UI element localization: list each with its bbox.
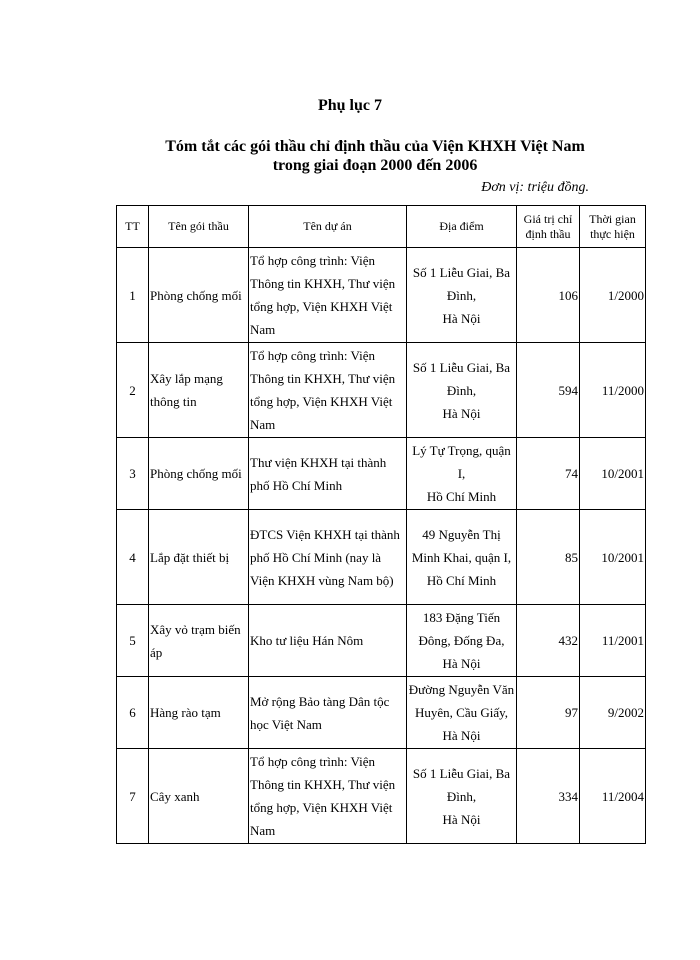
cell-value: 432 <box>517 605 580 677</box>
cell-time: 1/2000 <box>580 248 646 343</box>
header-value: Giá trị chỉ định thầu <box>517 206 580 248</box>
cell-location: Đường Nguyễn Văn Huyên, Cầu Giấy, Hà Nội <box>407 677 517 749</box>
cell-location: 183 Đặng Tiến Đông, Đống Đa, Hà Nội <box>407 605 517 677</box>
cell-value: 85 <box>517 510 580 605</box>
table-row <box>117 343 646 438</box>
header-location: Địa điểm <box>407 206 517 248</box>
cell-tt: 7 <box>117 749 149 844</box>
table-row <box>117 605 646 677</box>
cell-project: Thư viện KHXH tại thành phố Hồ Chí Minh <box>249 438 407 510</box>
cell-time: 11/2000 <box>580 343 646 438</box>
cell-project: Kho tư liệu Hán Nôm <box>249 605 407 677</box>
cell-project: Tổ hợp công trình: Viện Thông tin KHXH, Thư viện tổng hợp, Viện KHXH Việt Nam <box>249 343 407 438</box>
cell-time: 9/2002 <box>580 677 646 749</box>
table-row <box>117 248 646 343</box>
cell-location: Số 1 Liễu Giai, Ba Đình, Hà Nội <box>407 343 517 438</box>
cell-package: Phòng chống mối <box>149 248 249 343</box>
cell-value: 334 <box>517 749 580 844</box>
cell-package: Lắp đặt thiết bị <box>149 510 249 605</box>
bidding-packages-table <box>116 205 646 844</box>
cell-package: Phòng chống mối <box>149 438 249 510</box>
cell-time: 10/2001 <box>580 510 646 605</box>
header-package: Tên gói thầu <box>149 206 249 248</box>
cell-location: Lý Tự Trọng, quận I, Hồ Chí Minh <box>407 438 517 510</box>
table-row <box>117 677 646 749</box>
cell-project: Tổ hợp công trình: Viện Thông tin KHXH, Thư viện tổng hợp, Viện KHXH Việt Nam <box>249 248 407 343</box>
table-header-row <box>117 206 646 248</box>
document-title <box>0 137 700 175</box>
cell-tt: 6 <box>117 677 149 749</box>
unit-note: Đơn vị: triệu đồng. <box>481 180 589 195</box>
cell-value: 74 <box>517 438 580 510</box>
header-time: Thời gian thực hiện <box>580 206 646 248</box>
header-tt: TT <box>117 206 149 248</box>
cell-project: Tổ hợp công trình: Viện Thông tin KHXH, Thư viện tổng hợp, Viện KHXH Việt Nam <box>249 749 407 844</box>
cell-location: Số 1 Liễu Giai, Ba Đình, Hà Nội <box>407 749 517 844</box>
cell-time: 11/2004 <box>580 749 646 844</box>
table-row <box>117 749 646 844</box>
cell-package: Xây vỏ trạm biến áp <box>149 605 249 677</box>
cell-package: Cây xanh <box>149 749 249 844</box>
cell-value: 106 <box>517 248 580 343</box>
appendix-label: Phụ lục 7 <box>317 97 382 114</box>
cell-package: Hàng rào tạm <box>149 677 249 749</box>
cell-tt: 5 <box>117 605 149 677</box>
cell-tt: 3 <box>117 438 149 510</box>
cell-location: 49 Nguyễn Thị Minh Khai, quận I, Hồ Chí Minh <box>407 510 517 605</box>
cell-tt: 1 <box>117 248 149 343</box>
cell-tt: 4 <box>117 510 149 605</box>
cell-project: ĐTCS Viện KHXH tại thành phố Hồ Chí Minh (nay là Viện KHXH vùng Nam bộ) <box>249 510 407 605</box>
title-line-1: Tóm tắt các gói thầu chỉ định thầu của Viện KHXH Việt Nam <box>165 138 585 155</box>
table-row <box>117 510 646 605</box>
header-project: Tên dự án <box>249 206 407 248</box>
table-row <box>117 438 646 510</box>
cell-location: Số 1 Liễu Giai, Ba Đình, Hà Nội <box>407 248 517 343</box>
cell-time: 11/2001 <box>580 605 646 677</box>
cell-project: Mở rộng Bảo tàng Dân tộc học Việt Nam <box>249 677 407 749</box>
cell-package: Xây lắp mạng thông tin <box>149 343 249 438</box>
cell-value: 594 <box>517 343 580 438</box>
title-line-2: trong giai đoạn 2000 đến 2006 <box>272 157 478 174</box>
cell-tt: 2 <box>117 343 149 438</box>
cell-time: 10/2001 <box>580 438 646 510</box>
cell-value: 97 <box>517 677 580 749</box>
